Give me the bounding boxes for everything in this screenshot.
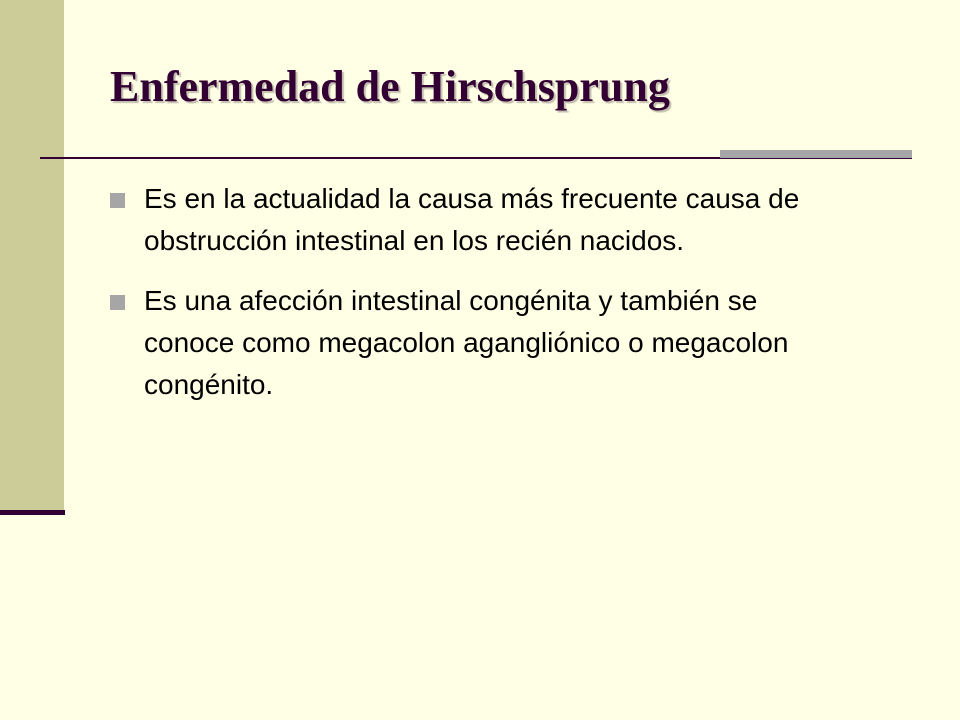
left-band-bottom-rule	[0, 510, 65, 515]
left-decorative-band	[0, 0, 64, 512]
bullet-item-1	[110, 178, 870, 262]
title-underline-accent	[720, 150, 912, 158]
square-bullet-icon	[110, 295, 125, 310]
bullet-list	[110, 178, 890, 424]
slide-title: Enfermedad de Hirschsprung	[110, 62, 670, 111]
bullet-item-2	[110, 280, 854, 406]
bullet-text-1: Es en la actualidad la causa más frecuente causa de obstrucción intestinal en los recién nacidos.	[144, 183, 800, 256]
square-bullet-icon	[110, 193, 125, 208]
bullet-text-2: Es una afección intestinal congénita y también se conoce como megacolon agangliónico o megacolon congénito.	[144, 285, 789, 400]
